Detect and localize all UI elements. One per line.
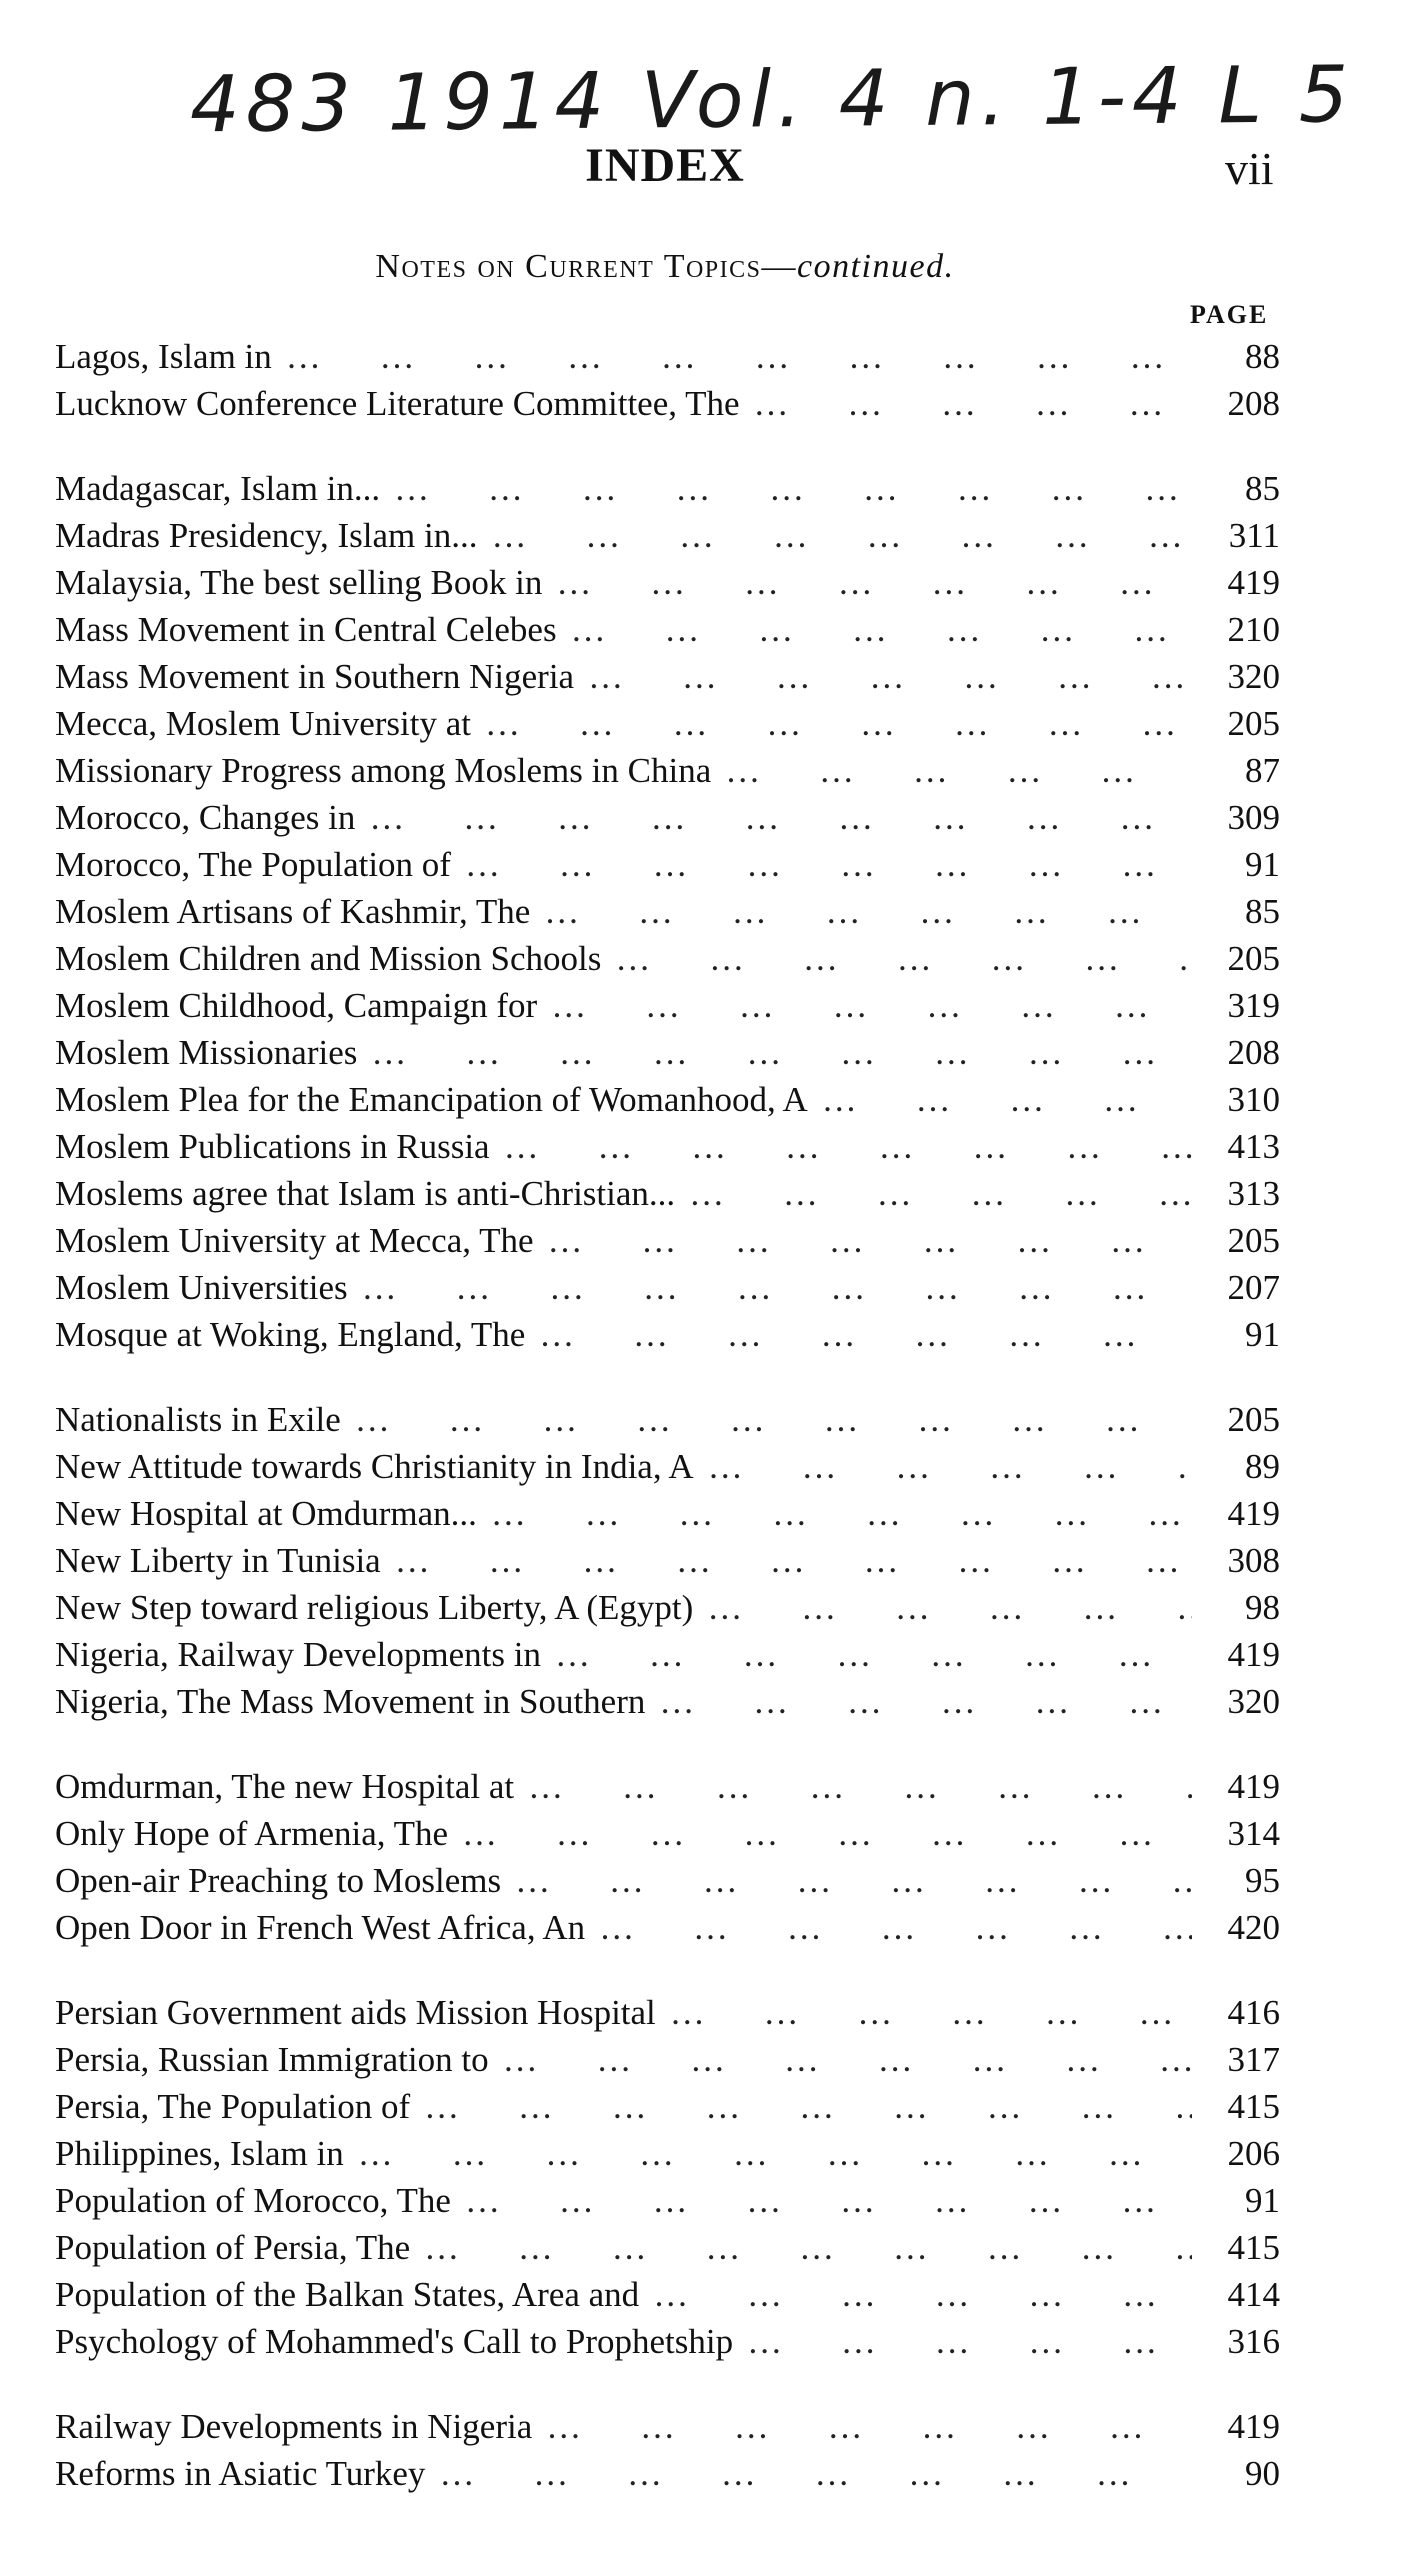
index-entry bbox=[55, 2083, 1280, 2130]
entry-topic: Moslem Universities bbox=[55, 1268, 348, 1307]
index-entry bbox=[55, 982, 1280, 1029]
index-entry bbox=[55, 1989, 1280, 2036]
section-subtitle: Notes on Current Topics—continued. bbox=[375, 248, 955, 285]
index-entry bbox=[55, 2036, 1280, 2083]
entry-page-number: 419 bbox=[1227, 563, 1280, 602]
dot-leader bbox=[615, 935, 1192, 982]
dot-leader bbox=[515, 1857, 1192, 1904]
entry-page-number: 419 bbox=[1227, 1494, 1280, 1533]
entry-page-number: 314 bbox=[1227, 1814, 1280, 1853]
entry-page-number: 90 bbox=[1245, 2454, 1280, 2493]
index-entry bbox=[55, 935, 1280, 982]
entry-topic: Nigeria, Railway Developments in bbox=[55, 1635, 541, 1674]
dot-leader bbox=[395, 1537, 1192, 1584]
dot-leader bbox=[491, 1490, 1192, 1537]
dot-leader bbox=[588, 653, 1192, 700]
dot-leader bbox=[485, 700, 1192, 747]
index-entry bbox=[55, 1311, 1280, 1358]
index-entry bbox=[55, 1217, 1280, 1264]
entry-page-number: 419 bbox=[1227, 1635, 1280, 1674]
index-entry bbox=[55, 1584, 1280, 1631]
index-group bbox=[55, 1396, 1280, 1725]
entry-topic: Reforms in Asiatic Turkey bbox=[55, 2454, 426, 2493]
dot-leader bbox=[670, 1989, 1192, 2036]
index-entry bbox=[55, 1264, 1280, 1311]
entry-topic: Moslem Children and Mission Schools bbox=[55, 939, 602, 978]
index-entry bbox=[55, 1678, 1280, 1725]
entry-page-number: 91 bbox=[1245, 845, 1280, 884]
dot-leader bbox=[659, 1678, 1192, 1725]
entry-page-number: 91 bbox=[1245, 1315, 1280, 1354]
entry-topic: New Attitude towards Christianity in India, A bbox=[55, 1447, 694, 1486]
index-entry bbox=[55, 841, 1280, 888]
entry-topic: Moslem University at Mecca, The bbox=[55, 1221, 534, 1260]
entry-topic: Mecca, Moslem University at bbox=[55, 704, 472, 743]
index-entry bbox=[55, 1537, 1280, 1584]
dot-leader bbox=[465, 2177, 1192, 2224]
entry-page-number: 205 bbox=[1227, 1400, 1280, 1439]
entry-topic: Madagascar, Islam in... bbox=[55, 469, 381, 508]
dot-leader bbox=[548, 1217, 1192, 1264]
dot-leader bbox=[286, 333, 1192, 380]
entry-page-number: 208 bbox=[1227, 1033, 1280, 1072]
index-group bbox=[55, 465, 1280, 1358]
entry-page-number: 91 bbox=[1245, 2181, 1280, 2220]
dot-leader bbox=[503, 2036, 1192, 2083]
index-entry bbox=[55, 1076, 1280, 1123]
entry-topic: Mass Movement in Southern Nigeria bbox=[55, 657, 575, 696]
index-entry bbox=[55, 2271, 1280, 2318]
entry-page-number: 208 bbox=[1227, 384, 1280, 423]
entry-topic: New Liberty in Tunisia bbox=[55, 1541, 381, 1580]
index-entry bbox=[55, 1443, 1280, 1490]
entry-topic: Philippines, Islam in bbox=[55, 2134, 344, 2173]
index-entry bbox=[55, 512, 1280, 559]
entry-topic: Open Door in French West Africa, An bbox=[55, 1908, 586, 1947]
entry-topic: Omdurman, The new Hospital at bbox=[55, 1767, 515, 1806]
index-entry bbox=[55, 1396, 1280, 1443]
entry-topic: Moslem Plea for the Emancipation of Womanhood, A bbox=[55, 1080, 808, 1119]
dot-leader bbox=[528, 1763, 1192, 1810]
dot-leader bbox=[689, 1170, 1192, 1217]
entry-page-number: 316 bbox=[1227, 2322, 1280, 2361]
entry-topic: Moslem Missionaries bbox=[55, 1033, 358, 1072]
index-entry bbox=[55, 1904, 1280, 1951]
index-entry bbox=[55, 2403, 1280, 2450]
entry-topic: Railway Developments in Nigeria bbox=[55, 2407, 533, 2446]
entry-topic: Moslem Childhood, Campaign for bbox=[55, 986, 538, 1025]
dot-leader bbox=[539, 1311, 1192, 1358]
dot-leader bbox=[754, 380, 1192, 427]
index-entry bbox=[55, 888, 1280, 935]
dot-leader bbox=[504, 1123, 1192, 1170]
entry-page-number: 206 bbox=[1227, 2134, 1280, 2173]
index-group bbox=[55, 2403, 1280, 2497]
entry-topic: Lagos, Islam in bbox=[55, 337, 272, 376]
dot-leader bbox=[556, 559, 1192, 606]
dot-leader bbox=[653, 2271, 1192, 2318]
entry-topic: Missionary Progress among Moslems in China bbox=[55, 751, 712, 790]
entry-page-number: 311 bbox=[1228, 516, 1280, 555]
index-entry bbox=[55, 559, 1280, 606]
index-entry bbox=[55, 2224, 1280, 2271]
index-entry bbox=[55, 1029, 1280, 1076]
entry-page-number: 85 bbox=[1245, 469, 1280, 508]
entry-page-number: 320 bbox=[1227, 657, 1280, 696]
entry-topic: Nigeria, The Mass Movement in Southern bbox=[55, 1682, 646, 1721]
entry-topic: Moslem Artisans of Kashmir, The bbox=[55, 892, 531, 931]
entry-topic: Mosque at Woking, England, The bbox=[55, 1315, 526, 1354]
dot-leader bbox=[546, 2403, 1192, 2450]
page-number: vii bbox=[1225, 143, 1274, 194]
dot-leader bbox=[424, 2224, 1192, 2271]
dot-leader bbox=[465, 841, 1192, 888]
dot-leader bbox=[747, 2318, 1192, 2365]
dot-leader bbox=[358, 2130, 1192, 2177]
entry-topic: Moslem Publications in Russia bbox=[55, 1127, 490, 1166]
index-entry bbox=[55, 1763, 1280, 1810]
index-entry bbox=[55, 2450, 1280, 2497]
dot-leader bbox=[492, 512, 1193, 559]
entry-page-number: 419 bbox=[1227, 2407, 1280, 2446]
index-entries bbox=[55, 333, 1280, 2535]
index-entry bbox=[55, 1490, 1280, 1537]
entry-topic: Mass Movement in Central Celebes bbox=[55, 610, 557, 649]
entry-topic: Psychology of Mohammed's Call to Prophetship bbox=[55, 2322, 734, 2361]
dot-leader bbox=[599, 1904, 1192, 1951]
entry-page-number: 415 bbox=[1227, 2228, 1280, 2267]
dot-leader bbox=[544, 888, 1192, 935]
index-group bbox=[55, 1763, 1280, 1951]
index-entry bbox=[55, 794, 1280, 841]
entry-page-number: 205 bbox=[1227, 939, 1280, 978]
entry-page-number: 205 bbox=[1227, 704, 1280, 743]
entry-topic: Malaysia, The best selling Book in bbox=[55, 563, 543, 602]
index-entry bbox=[55, 1857, 1280, 1904]
entry-topic: Population of Persia, The bbox=[55, 2228, 411, 2267]
index-entry bbox=[55, 2177, 1280, 2224]
entry-page-number: 308 bbox=[1227, 1541, 1280, 1580]
dot-leader bbox=[362, 1264, 1192, 1311]
entry-topic: Only Hope of Armenia, The bbox=[55, 1814, 449, 1853]
dot-leader bbox=[555, 1631, 1192, 1678]
entry-page-number: 205 bbox=[1227, 1221, 1280, 1260]
dot-leader bbox=[369, 794, 1192, 841]
entry-topic: Persia, Russian Immigration to bbox=[55, 2040, 489, 2079]
dot-leader bbox=[355, 1396, 1192, 1443]
dot-leader bbox=[725, 747, 1192, 794]
entry-topic: Persia, The Population of bbox=[55, 2087, 411, 2126]
index-entry bbox=[55, 1631, 1280, 1678]
entry-page-number: 317 bbox=[1227, 2040, 1280, 2079]
index-entry bbox=[55, 465, 1280, 512]
entry-page-number: 89 bbox=[1245, 1447, 1280, 1486]
subtitle-suffix: continued. bbox=[797, 248, 955, 285]
entry-topic: Nationalists in Exile bbox=[55, 1400, 341, 1439]
entry-page-number: 313 bbox=[1227, 1174, 1280, 1213]
index-entry bbox=[55, 380, 1280, 427]
entry-page-number: 95 bbox=[1245, 1861, 1280, 1900]
entry-page-number: 319 bbox=[1227, 986, 1280, 1025]
entry-page-number: 207 bbox=[1227, 1268, 1280, 1307]
entry-page-number: 415 bbox=[1227, 2087, 1280, 2126]
dot-leader bbox=[424, 2083, 1192, 2130]
entry-page-number: 87 bbox=[1245, 751, 1280, 790]
entry-topic: Open-air Preaching to Moslems bbox=[55, 1861, 502, 1900]
entry-topic: Lucknow Conference Literature Committee, The bbox=[55, 384, 740, 423]
dot-leader bbox=[439, 2450, 1192, 2497]
entry-topic: Madras Presidency, Islam in... bbox=[55, 516, 478, 555]
page-title: INDEX bbox=[585, 139, 745, 192]
entry-page-number: 310 bbox=[1227, 1080, 1280, 1119]
entry-topic: Population of the Balkan States, Area and bbox=[55, 2275, 640, 2314]
entry-page-number: 419 bbox=[1227, 1767, 1280, 1806]
entry-page-number: 420 bbox=[1227, 1908, 1280, 1947]
index-group bbox=[55, 333, 1280, 427]
index-entry bbox=[55, 1123, 1280, 1170]
index-entry bbox=[55, 700, 1280, 747]
dot-leader bbox=[394, 465, 1192, 512]
dot-leader bbox=[551, 982, 1192, 1029]
index-entry bbox=[55, 1810, 1280, 1857]
index-entry bbox=[55, 2130, 1280, 2177]
index-entry bbox=[55, 606, 1280, 653]
entry-page-number: 309 bbox=[1227, 798, 1280, 837]
entry-topic: New Step toward religious Liberty, A (Egypt) bbox=[55, 1588, 694, 1627]
page-column-label: PAGE bbox=[1190, 300, 1269, 329]
dot-leader bbox=[462, 1810, 1192, 1857]
entry-topic: Morocco, Changes in bbox=[55, 798, 356, 837]
index-entry bbox=[55, 1170, 1280, 1217]
entry-topic: New Hospital at Omdurman... bbox=[55, 1494, 477, 1533]
entry-page-number: 88 bbox=[1245, 337, 1280, 376]
entry-page-number: 210 bbox=[1227, 610, 1280, 649]
entry-topic: Persian Government aids Mission Hospital bbox=[55, 1993, 656, 2032]
index-entry bbox=[55, 653, 1280, 700]
index-entry bbox=[55, 747, 1280, 794]
entry-page-number: 85 bbox=[1245, 892, 1280, 931]
entry-page-number: 414 bbox=[1227, 2275, 1280, 2314]
entry-page-number: 98 bbox=[1245, 1588, 1280, 1627]
entry-topic: Moslems agree that Islam is anti-Christian... bbox=[55, 1174, 676, 1213]
dot-leader bbox=[371, 1029, 1192, 1076]
handwritten-catalog-note: 483 1914 Vol. 4 n. 1-4 L 5 bbox=[189, 50, 1355, 151]
dot-leader bbox=[708, 1443, 1192, 1490]
entry-page-number: 413 bbox=[1227, 1127, 1280, 1166]
dot-leader bbox=[571, 606, 1192, 653]
entry-page-number: 416 bbox=[1227, 1993, 1280, 2032]
entry-topic: Population of Morocco, The bbox=[55, 2181, 451, 2220]
index-entry bbox=[55, 333, 1280, 380]
dot-leader bbox=[822, 1076, 1192, 1123]
entry-topic: Morocco, The Population of bbox=[55, 845, 451, 884]
entry-page-number: 320 bbox=[1227, 1682, 1280, 1721]
index-entry bbox=[55, 2318, 1280, 2365]
subtitle-main: Notes on Current Topics bbox=[375, 248, 762, 285]
index-group bbox=[55, 1989, 1280, 2365]
dot-leader bbox=[707, 1584, 1192, 1631]
